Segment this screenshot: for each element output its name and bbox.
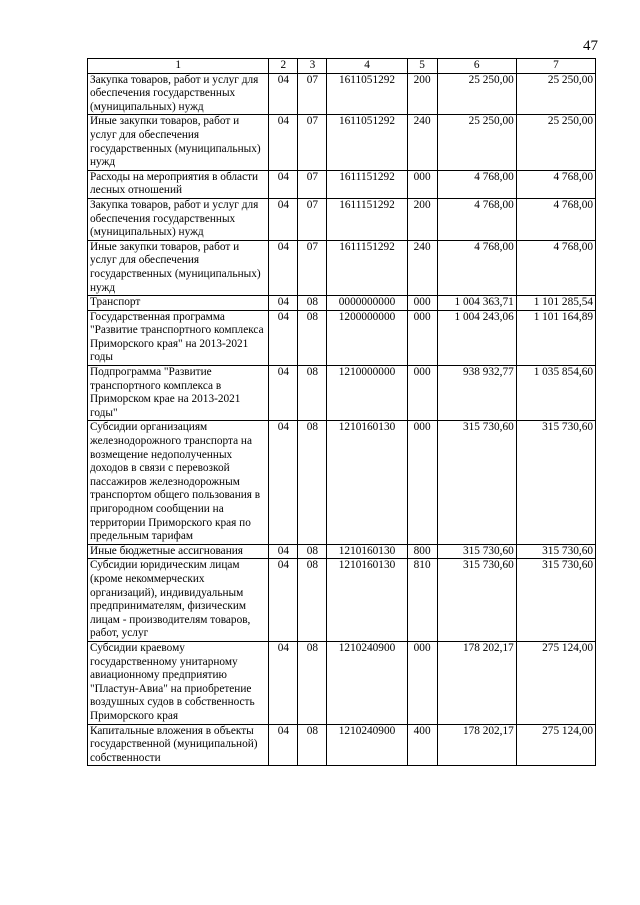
row-amount-col6: 4 768,00	[437, 198, 516, 240]
row-subsection: 08	[298, 724, 327, 766]
header-col-6: 6	[437, 59, 516, 74]
row-name: Расходы на мероприятия в области лесных отношений	[88, 170, 269, 198]
row-name: Государственная программа "Развитие транспортного комплекса Приморского края" на 2013-2021 годы	[88, 310, 269, 365]
row-amount-col6: 1 004 363,71	[437, 296, 516, 311]
header-col-5: 5	[407, 59, 437, 74]
row-target-code: 1611051292	[327, 73, 407, 115]
row-subsection: 08	[298, 544, 327, 559]
page-number: 47	[583, 38, 598, 54]
row-section: 04	[269, 559, 298, 642]
row-amount-col6: 25 250,00	[437, 73, 516, 115]
row-target-code: 1200000000	[327, 310, 407, 365]
row-amount-col7: 315 730,60	[516, 544, 595, 559]
table-row	[88, 421, 596, 544]
table-row	[88, 366, 596, 421]
row-expense-type: 000	[407, 421, 437, 544]
row-target-code: 1611151292	[327, 240, 407, 295]
table-row	[88, 240, 596, 295]
header-col-7: 7	[516, 59, 595, 74]
row-name: Субсидии организациям железнодорожного транспорта на возмещение недополученных доходов в связи с перевозкой пассажиров железнодорожным транспортом общего пользования в пригородном сообщении на территории Приморского края по предельным тарифам	[88, 421, 269, 544]
row-amount-col6: 25 250,00	[437, 115, 516, 170]
table-row	[88, 296, 596, 311]
row-amount-col7: 1 035 854,60	[516, 366, 595, 421]
row-target-code: 1210160130	[327, 544, 407, 559]
row-amount-col7: 315 730,60	[516, 421, 595, 544]
row-amount-col6: 315 730,60	[437, 421, 516, 544]
row-amount-col7: 315 730,60	[516, 559, 595, 642]
row-target-code: 1210240900	[327, 724, 407, 766]
row-name: Иные бюджетные ассигнования	[88, 544, 269, 559]
row-amount-col7: 4 768,00	[516, 198, 595, 240]
row-target-code: 1611051292	[327, 115, 407, 170]
row-section: 04	[269, 240, 298, 295]
row-target-code: 1210240900	[327, 641, 407, 724]
row-amount-col6: 178 202,17	[437, 641, 516, 724]
row-name: Субсидии юридическим лицам (кроме некоммерческих организаций), индивидуальным предпринимателям, физическим лицам - производителям товаров, работ, услуг	[88, 559, 269, 642]
header-col-2: 2	[269, 59, 298, 74]
row-amount-col7: 1 101 285,54	[516, 296, 595, 311]
row-amount-col7: 25 250,00	[516, 115, 595, 170]
row-target-code: 1611151292	[327, 170, 407, 198]
row-amount-col6: 178 202,17	[437, 724, 516, 766]
row-name: Иные закупки товаров, работ и услуг для обеспечения государственных (муниципальных) нужд	[88, 115, 269, 170]
table-row	[88, 641, 596, 724]
table-row	[88, 198, 596, 240]
row-amount-col6: 315 730,60	[437, 559, 516, 642]
table-row	[88, 170, 596, 198]
row-amount-col7: 275 124,00	[516, 724, 595, 766]
row-amount-col7: 275 124,00	[516, 641, 595, 724]
row-expense-type: 800	[407, 544, 437, 559]
row-subsection: 08	[298, 641, 327, 724]
row-expense-type: 200	[407, 73, 437, 115]
row-section: 04	[269, 296, 298, 311]
budget-table	[87, 58, 596, 766]
row-expense-type: 200	[407, 198, 437, 240]
row-target-code: 1210160130	[327, 559, 407, 642]
row-subsection: 08	[298, 296, 327, 311]
table-row	[88, 73, 596, 115]
row-amount-col6: 1 004 243,06	[437, 310, 516, 365]
row-section: 04	[269, 115, 298, 170]
row-subsection: 08	[298, 366, 327, 421]
table-row	[88, 115, 596, 170]
table-header-row	[88, 59, 596, 74]
row-name: Закупка товаров, работ и услуг для обеспечения государственных (муниципальных) нужд	[88, 73, 269, 115]
row-name: Капитальные вложения в объекты государственной (муниципальной) собственности	[88, 724, 269, 766]
row-amount-col7: 25 250,00	[516, 73, 595, 115]
row-expense-type: 000	[407, 170, 437, 198]
table-row	[88, 544, 596, 559]
row-section: 04	[269, 366, 298, 421]
row-name: Закупка товаров, работ и услуг для обеспечения государственных (муниципальных) нужд	[88, 198, 269, 240]
row-target-code: 1210000000	[327, 366, 407, 421]
table-row	[88, 724, 596, 766]
row-section: 04	[269, 641, 298, 724]
row-section: 04	[269, 198, 298, 240]
row-section: 04	[269, 724, 298, 766]
row-subsection: 07	[298, 240, 327, 295]
row-expense-type: 000	[407, 296, 437, 311]
row-amount-col6: 4 768,00	[437, 240, 516, 295]
header-col-1: 1	[88, 59, 269, 74]
header-col-4: 4	[327, 59, 407, 74]
row-subsection: 08	[298, 310, 327, 365]
row-section: 04	[269, 170, 298, 198]
row-subsection: 07	[298, 115, 327, 170]
row-subsection: 07	[298, 73, 327, 115]
row-target-code: 1611151292	[327, 198, 407, 240]
table-body	[88, 73, 596, 766]
row-name: Транспорт	[88, 296, 269, 311]
row-section: 04	[269, 544, 298, 559]
row-amount-col6: 315 730,60	[437, 544, 516, 559]
row-amount-col7: 1 101 164,89	[516, 310, 595, 365]
row-amount-col6: 4 768,00	[437, 170, 516, 198]
row-expense-type: 000	[407, 310, 437, 365]
row-expense-type: 400	[407, 724, 437, 766]
header-col-3: 3	[298, 59, 327, 74]
row-section: 04	[269, 421, 298, 544]
row-amount-col6: 938 932,77	[437, 366, 516, 421]
row-name: Иные закупки товаров, работ и услуг для обеспечения государственных (муниципальных) нужд	[88, 240, 269, 295]
row-expense-type: 000	[407, 366, 437, 421]
row-subsection: 08	[298, 559, 327, 642]
table-row	[88, 559, 596, 642]
row-expense-type: 000	[407, 641, 437, 724]
row-expense-type: 240	[407, 115, 437, 170]
table-row	[88, 310, 596, 365]
row-section: 04	[269, 310, 298, 365]
row-amount-col7: 4 768,00	[516, 240, 595, 295]
row-amount-col7: 4 768,00	[516, 170, 595, 198]
row-section: 04	[269, 73, 298, 115]
row-target-code: 0000000000	[327, 296, 407, 311]
row-expense-type: 240	[407, 240, 437, 295]
row-name: Субсидии краевому государственному унитарному авиационному предприятию "Пластун-Авиа" на приобретение воздушных судов в собственность Приморского края	[88, 641, 269, 724]
row-target-code: 1210160130	[327, 421, 407, 544]
row-expense-type: 810	[407, 559, 437, 642]
row-subsection: 07	[298, 170, 327, 198]
row-name: Подпрограмма "Развитие транспортного комплекса в Приморском крае на 2013-2021 годы"	[88, 366, 269, 421]
row-subsection: 07	[298, 198, 327, 240]
row-subsection: 08	[298, 421, 327, 544]
